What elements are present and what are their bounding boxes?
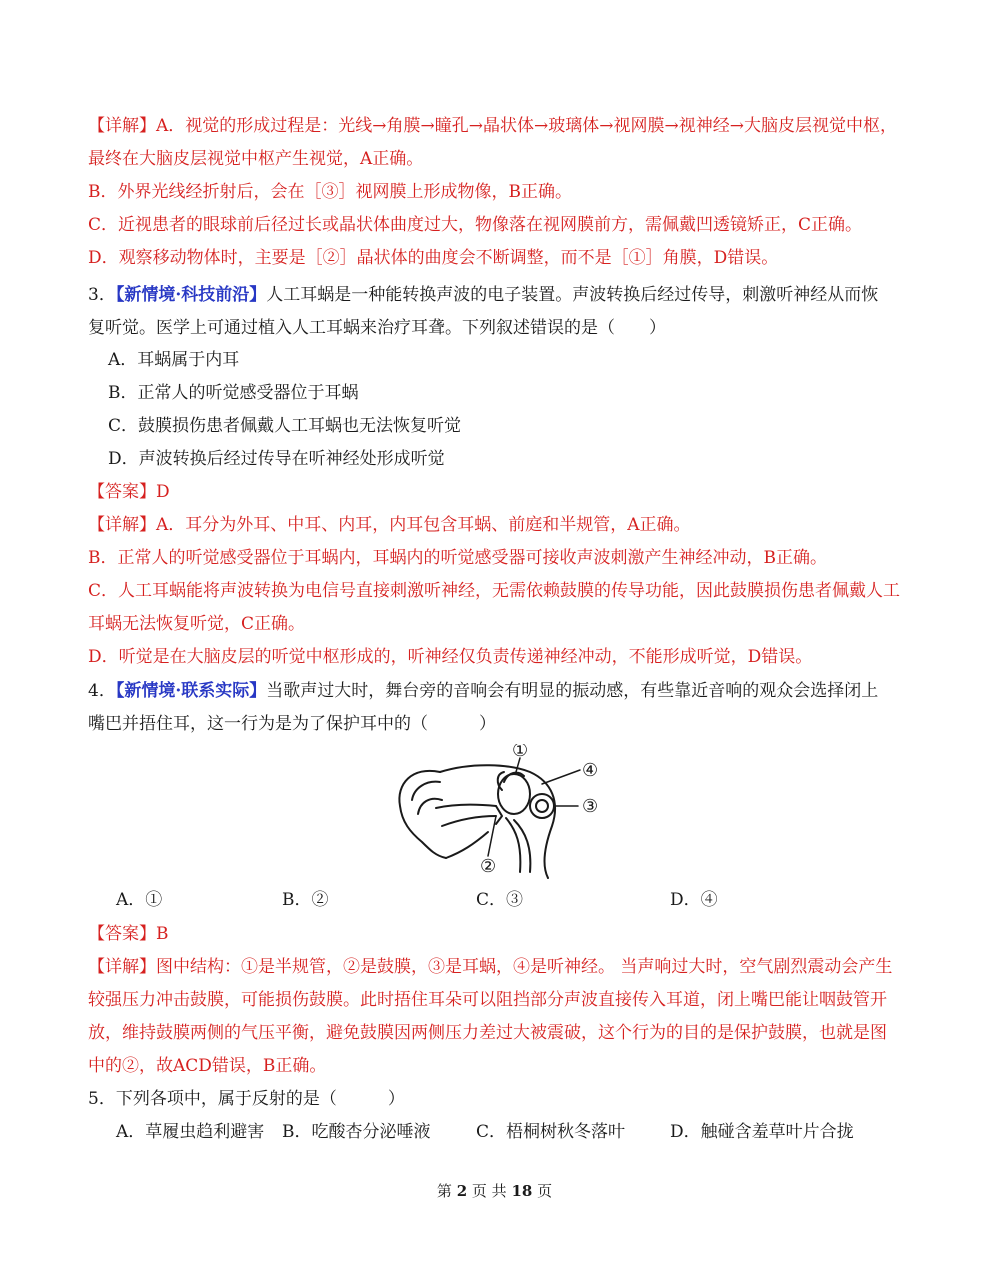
q3-tag: 【新情境·科技前沿】 — [115, 285, 267, 305]
q3-detail-line-2: B．正常人的听觉感受器位于耳蜗内，耳蜗内的听觉感受器可接收声波刺激产生神经冲动，B正确。 — [88, 548, 827, 568]
q3-detail-line-4: 耳蜗无法恢复听觉，C正确。 — [88, 614, 306, 634]
q2-detail-line-2: 最终在大脑皮层视觉中枢产生视觉，A正确。 — [88, 149, 424, 169]
q5-option-b: B．吃酸杏分泌唾液 — [282, 1122, 431, 1142]
ear-diagram-svg — [392, 744, 608, 880]
q4-detail-line-4: 中的②，故ACD错误，B正确。 — [88, 1056, 327, 1076]
q3-detail-line-3: C．人工耳蜗能将声波转换为电信号直接刺激听神经，无需依赖鼓膜的传导功能，因此鼓膜损伤患者佩戴人工 — [88, 581, 901, 601]
q3-stem-text: 人工耳蜗是一种能转换声波的电子装置。声波转换后经过传导，刺激听神经从而恢 — [266, 285, 879, 305]
ear-diagram — [392, 744, 608, 880]
q4-option-d: D．④ — [670, 890, 718, 910]
q5-stem: 5．下列各项中，属于反射的是（ ） — [88, 1089, 405, 1109]
q4-option-a: A．① — [116, 890, 163, 910]
q4-detail-line-1: 【详解】图中结构：①是半规管，②是鼓膜，③是耳蜗，④是听神经。 当声响过大时，空气剧烈震动会产生 — [88, 957, 893, 977]
q3-number: 3． — [88, 285, 116, 305]
q3-option-c: C．鼓膜损伤患者佩戴人工耳蜗也无法恢复听觉 — [108, 416, 462, 436]
footer-page-number: 2 — [456, 1182, 468, 1200]
q2-detail-line-4: C．近视患者的眼球前后径过长或晶状体曲度过大，物像落在视网膜前方，需佩戴凹透镜矫正，C正确。 — [88, 215, 863, 235]
label-4: ④ — [582, 760, 599, 781]
page-footer — [0, 1180, 989, 1201]
q4-detail-line-2: 较强压力冲击鼓膜，可能损伤鼓膜。此时捂住耳朵可以阻挡部分声波直接传入耳道，闭上嘴巴能让咽鼓管开 — [88, 990, 887, 1010]
label-1: ① — [512, 744, 529, 761]
q3-answer: 【答案】D — [88, 482, 170, 502]
label-3: ③ — [582, 796, 599, 817]
q5-option-d: D．触碰含羞草叶片合拢 — [670, 1122, 854, 1142]
q2-detail-line-3: B．外界光线经折射后，会在［③］视网膜上形成物像，B正确。 — [88, 182, 572, 202]
q4-stem-line-2: 嘴巴并捂住耳，这一行为是为了保护耳中的（ ） — [88, 714, 496, 734]
q3-stem-line-2: 复听觉。医学上可通过植入人工耳蜗来治疗耳聋。下列叙述错误的是（ ） — [88, 318, 666, 338]
q3-stem-line-1 — [88, 279, 909, 312]
q4-stem-line-1 — [88, 675, 909, 708]
q4-answer: 【答案】B — [88, 924, 169, 944]
q4-number: 4． — [88, 681, 116, 701]
q4-tag: 【新情境·联系实际】 — [115, 681, 267, 701]
footer-middle: 页 共 — [467, 1182, 512, 1200]
q3-option-a: A．耳蜗属于内耳 — [108, 350, 240, 370]
q2-detail-line-1: 【详解】A．视觉的形成过程是：光线→角膜→瞳孔→晶状体→玻璃体→视网膜→视神经→大脑皮层视觉中枢， — [88, 116, 897, 136]
q3-option-b: B．正常人的听觉感受器位于耳蜗 — [108, 383, 359, 403]
q4-option-c: C．③ — [476, 890, 524, 910]
label-2: ② — [480, 856, 497, 877]
q4-stem-text: 当歌声过大时，舞台旁的音响会有明显的振动感，有些靠近音响的观众会选择闭上 — [266, 681, 879, 701]
q3-detail-line-5: D．听觉是在大脑皮层的听觉中枢形成的，听神经仅负责传递神经冲动，不能形成听觉，D错误。 — [88, 647, 813, 667]
q3-option-d: D．声波转换后经过传导在听神经处形成听觉 — [108, 449, 445, 469]
q2-detail-line-5: D．观察移动物体时，主要是［②］晶状体的曲度会不断调整，而不是［①］角膜，D错误。 — [88, 248, 779, 268]
footer-total-pages: 18 — [511, 1182, 533, 1200]
q3-detail-line-1: 【详解】A．耳分为外耳、中耳、内耳，内耳包含耳蜗、前庭和半规管，A正确。 — [88, 515, 691, 535]
footer-prefix: 第 — [436, 1182, 457, 1200]
footer-suffix: 页 — [532, 1182, 553, 1200]
q4-option-b: B．② — [282, 890, 329, 910]
q4-detail-line-3: 放，维持鼓膜两侧的气压平衡，避免鼓膜因两侧压力差过大被震破，这个行为的目的是保护鼓膜，也就是图 — [88, 1023, 887, 1043]
q5-option-a: A．草履虫趋利避害 — [116, 1122, 265, 1142]
q5-option-c: C．梧桐树秋冬落叶 — [476, 1122, 626, 1142]
